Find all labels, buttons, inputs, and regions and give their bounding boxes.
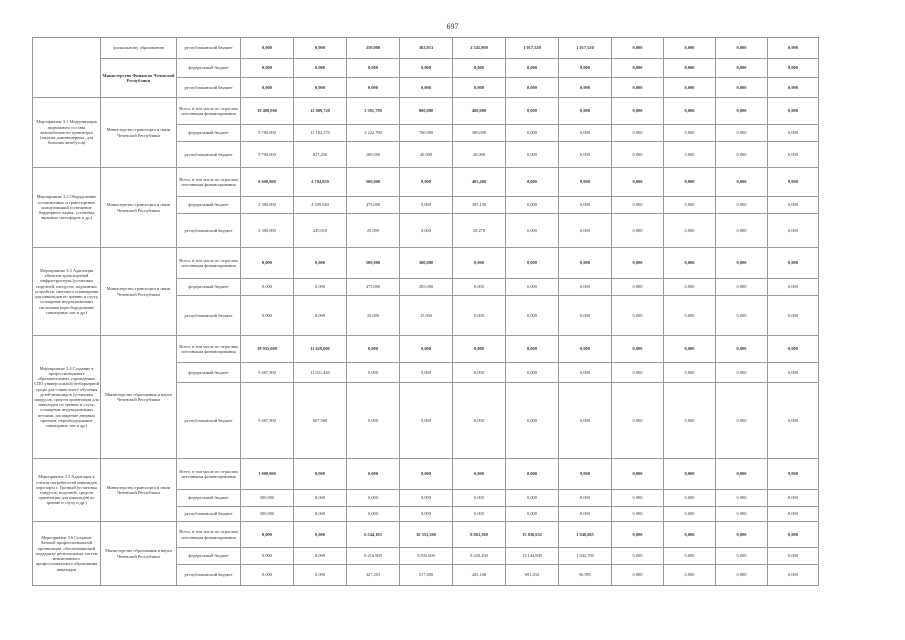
executor-cell: Министерство Финансов Чеченской Республики bbox=[101, 59, 177, 98]
funding-source-cell: Всего, в том числе по отраслям источникам финансирования bbox=[177, 522, 241, 548]
value-cell: 0,000 bbox=[294, 248, 347, 279]
value-cell: 0,000 bbox=[612, 98, 664, 125]
value-cell: 0,000 bbox=[241, 565, 294, 586]
value-cell: 0,000 bbox=[400, 59, 453, 78]
value-cell: 1 017,520 bbox=[559, 38, 612, 59]
funding-source-cell: республиканский бюджет bbox=[177, 78, 241, 98]
funding-source-cell: федеральный бюджет bbox=[177, 59, 241, 78]
measure-name-cell: Мероприятие 3.3 Адаптация объектов транспортной инфраструктуры (установка поручней, пандусов, подъемных устройств, светового оповещения для инвалидов по зрению и слуху, оснащение индукционными системами переоборудование санитарных зон и др.) bbox=[33, 248, 101, 336]
table-row bbox=[33, 248, 819, 279]
value-cell: 96,985 bbox=[559, 565, 612, 586]
value-cell: 0,000 bbox=[768, 248, 819, 279]
value-cell: 0,000 bbox=[768, 565, 819, 586]
value-cell: 302,013 bbox=[400, 38, 453, 59]
value-cell: 0,000 bbox=[559, 363, 612, 383]
value-cell: 6 216,900 bbox=[347, 548, 400, 565]
value-cell: 0,000 bbox=[768, 363, 819, 383]
value-cell: 0,000 bbox=[400, 78, 453, 98]
value-cell: 0,000 bbox=[612, 459, 664, 490]
value-cell: 9 700,000 bbox=[241, 142, 294, 168]
executor-cell: Министерство транспорта и связи Чеченской Республики bbox=[101, 98, 177, 168]
value-cell: 0,000 bbox=[506, 383, 559, 459]
executor-cell: дошкольному образованию bbox=[101, 38, 177, 59]
table-row bbox=[33, 459, 819, 490]
funding-source-cell: Всего, в том числе по отраслям источникам финансирования bbox=[177, 168, 241, 197]
value-cell: 0,000 bbox=[400, 197, 453, 214]
value-cell: 0,000 bbox=[612, 248, 664, 279]
value-cell: 0,000 bbox=[241, 78, 294, 98]
value-cell: 0,000 bbox=[716, 78, 768, 98]
value-cell: 0,000 bbox=[664, 248, 716, 279]
value-cell: 0,000 bbox=[612, 490, 664, 507]
value-cell: 0,000 bbox=[716, 125, 768, 142]
value-cell: 0,000 bbox=[400, 336, 453, 363]
value-cell: 8 863,368 bbox=[453, 522, 506, 548]
value-cell: 0,000 bbox=[716, 459, 768, 490]
value-cell: 15 836,632 bbox=[506, 522, 559, 548]
executor-cell: Министерство транспорта и связи Чеченской Республики bbox=[101, 459, 177, 522]
value-cell: 0,000 bbox=[506, 142, 559, 168]
funding-source-cell: республиканский бюджет bbox=[177, 214, 241, 248]
value-cell: 3 222,790 bbox=[347, 125, 400, 142]
value-cell: 760,000 bbox=[400, 125, 453, 142]
value-cell: 0,000 bbox=[768, 214, 819, 248]
value-cell: 0,000 bbox=[506, 98, 559, 125]
funding-source-cell: федеральный бюджет bbox=[177, 490, 241, 507]
measure-cell-empty bbox=[33, 38, 101, 98]
value-cell: 0,000 bbox=[400, 490, 453, 507]
value-cell: 0,000 bbox=[716, 38, 768, 59]
executor-cell: Министерство транспорта и связи Чеченской Республики bbox=[101, 248, 177, 336]
value-cell: 0,000 bbox=[559, 98, 612, 125]
value-cell: 0,000 bbox=[768, 490, 819, 507]
value-cell: 0,000 bbox=[506, 248, 559, 279]
value-cell: 0,000 bbox=[453, 336, 506, 363]
value-cell: 285,000 bbox=[400, 279, 453, 296]
value-cell: 517,680 bbox=[400, 565, 453, 586]
value-cell: 0,000 bbox=[294, 490, 347, 507]
value-cell: 0,000 bbox=[400, 168, 453, 197]
funding-source-cell: федеральный бюджет bbox=[177, 548, 241, 565]
value-cell: 0,000 bbox=[716, 383, 768, 459]
value-cell: 0,000 bbox=[506, 214, 559, 248]
value-cell: 0,000 bbox=[664, 78, 716, 98]
value-cell: 0,000 bbox=[506, 279, 559, 296]
value-cell: 1 940,685 bbox=[559, 522, 612, 548]
value-cell: 0,000 bbox=[768, 279, 819, 296]
value-cell: 0,000 bbox=[506, 78, 559, 98]
value-cell: 250,000 bbox=[347, 38, 400, 59]
value-cell: 25,000 bbox=[347, 296, 400, 336]
value-cell: 0,000 bbox=[768, 548, 819, 565]
value-cell: 0,000 bbox=[612, 38, 664, 59]
funding-source-cell: республиканский бюджет bbox=[177, 383, 241, 459]
value-cell: 0,000 bbox=[559, 383, 612, 459]
value-cell: 0,000 bbox=[664, 548, 716, 565]
value-cell: 0,000 bbox=[294, 522, 347, 548]
value-cell: 0,000 bbox=[294, 279, 347, 296]
value-cell: 800,000 bbox=[400, 98, 453, 125]
funding-source-cell: республиканский бюджет bbox=[177, 38, 241, 59]
value-cell: 0,000 bbox=[716, 548, 768, 565]
value-cell: 0,000 bbox=[453, 459, 506, 490]
value-cell: 0,000 bbox=[453, 248, 506, 279]
value-cell: 11 629,000 bbox=[294, 336, 347, 363]
funding-source-cell: республиканский бюджет bbox=[177, 142, 241, 168]
table-row bbox=[33, 522, 819, 548]
value-cell: 0,000 bbox=[664, 197, 716, 214]
value-cell: 15,000 bbox=[400, 296, 453, 336]
value-cell: 20,000 bbox=[453, 142, 506, 168]
funding-source-cell: федеральный бюджет bbox=[177, 125, 241, 142]
value-cell: 0,000 bbox=[768, 459, 819, 490]
value-cell: 0,000 bbox=[559, 507, 612, 522]
value-cell: 0,000 bbox=[612, 125, 664, 142]
value-cell: 3 300,000 bbox=[241, 197, 294, 214]
value-cell: 0,000 bbox=[453, 59, 506, 78]
value-cell: 0,000 bbox=[716, 522, 768, 548]
table-row bbox=[33, 336, 819, 363]
value-cell: 245,810 bbox=[294, 214, 347, 248]
value-cell: 0,000 bbox=[453, 279, 506, 296]
value-cell: 0,000 bbox=[294, 78, 347, 98]
value-cell: 500,000 bbox=[241, 490, 294, 507]
value-cell: 0,000 bbox=[506, 125, 559, 142]
value-cell: 0,000 bbox=[664, 38, 716, 59]
value-cell: 400,000 bbox=[453, 98, 506, 125]
value-cell: 9 700,000 bbox=[241, 125, 294, 142]
value-cell: 1 017,520 bbox=[506, 38, 559, 59]
value-cell: 40,000 bbox=[400, 142, 453, 168]
funding-source-cell: Всего, в том числе по отраслям источникам финансирования bbox=[177, 459, 241, 490]
value-cell: 0,000 bbox=[612, 363, 664, 383]
value-cell: 0,000 bbox=[664, 383, 716, 459]
value-cell: 0,000 bbox=[664, 565, 716, 586]
value-cell: 0,000 bbox=[768, 125, 819, 142]
funding-source-cell: федеральный бюджет bbox=[177, 363, 241, 383]
value-cell: 0,000 bbox=[347, 78, 400, 98]
value-cell: 0,000 bbox=[664, 125, 716, 142]
measure-name-cell: Мероприятие 3.6 Создание базовой профессиональной организации, обеспечивающей поддержку региональных систем инклюзивного профессионального образования инвалидов bbox=[33, 522, 101, 586]
value-cell: 0,000 bbox=[716, 279, 768, 296]
value-cell: 0,000 bbox=[768, 98, 819, 125]
value-cell: 0,000 bbox=[716, 296, 768, 336]
value-cell: 0,000 bbox=[294, 548, 347, 565]
value-cell: 0,000 bbox=[664, 490, 716, 507]
value-cell: 0,000 bbox=[453, 78, 506, 98]
budget-table bbox=[32, 37, 819, 586]
value-cell: 0,000 bbox=[347, 490, 400, 507]
value-cell: 1 843,700 bbox=[559, 548, 612, 565]
value-cell: 0,000 bbox=[506, 490, 559, 507]
value-cell: 0,000 bbox=[400, 459, 453, 490]
value-cell: 0,000 bbox=[664, 336, 716, 363]
value-cell: 0,000 bbox=[664, 507, 716, 522]
value-cell: 0,000 bbox=[664, 214, 716, 248]
value-cell: 0,000 bbox=[768, 507, 819, 522]
measure-name-cell: Мероприятие 3.1 Модернизация подвижного состава автомобильного транспорта (закупка длинномерных, для больших автобусов) bbox=[33, 98, 101, 168]
value-cell: 0,000 bbox=[612, 59, 664, 78]
value-cell: 0,000 bbox=[664, 522, 716, 548]
value-cell: 0,000 bbox=[612, 507, 664, 522]
value-cell: 0,000 bbox=[506, 168, 559, 197]
table-row bbox=[33, 38, 819, 59]
value-cell: 19 400,000 bbox=[241, 98, 294, 125]
value-cell: 0,000 bbox=[664, 59, 716, 78]
funding-source-cell: республиканский бюджет bbox=[177, 296, 241, 336]
value-cell: 0,000 bbox=[241, 248, 294, 279]
funding-source-cell: федеральный бюджет bbox=[177, 197, 241, 214]
value-cell: 0,000 bbox=[664, 296, 716, 336]
value-cell: 25,000 bbox=[347, 214, 400, 248]
value-cell: 0,000 bbox=[716, 248, 768, 279]
value-cell: 0,000 bbox=[559, 279, 612, 296]
value-cell: 0,000 bbox=[453, 363, 506, 383]
value-cell: 0,000 bbox=[400, 214, 453, 248]
value-cell: 0,000 bbox=[716, 59, 768, 78]
value-cell: 0,000 bbox=[612, 78, 664, 98]
value-cell: 0,000 bbox=[400, 363, 453, 383]
value-cell: 0,000 bbox=[347, 383, 400, 459]
value-cell: 0,000 bbox=[559, 125, 612, 142]
value-cell: 10 353,300 bbox=[400, 522, 453, 548]
value-cell: 0,000 bbox=[241, 548, 294, 565]
value-cell: 0,000 bbox=[664, 98, 716, 125]
value-cell: 0,000 bbox=[506, 296, 559, 336]
value-cell: 0,000 bbox=[768, 197, 819, 214]
value-cell: 11 021,440 bbox=[294, 363, 347, 383]
value-cell: 0,000 bbox=[241, 522, 294, 548]
value-cell: 0,000 bbox=[612, 336, 664, 363]
value-cell: 0,000 bbox=[294, 296, 347, 336]
value-cell: 1 000,000 bbox=[241, 459, 294, 490]
value-cell: 0,000 bbox=[506, 363, 559, 383]
value-cell: 0,000 bbox=[612, 296, 664, 336]
value-cell: 0,000 bbox=[347, 363, 400, 383]
value-cell: 0,000 bbox=[347, 59, 400, 78]
value-cell: 0,000 bbox=[559, 78, 612, 98]
value-cell: 0,000 bbox=[506, 336, 559, 363]
value-cell: 0,000 bbox=[506, 59, 559, 78]
value-cell: 500,000 bbox=[241, 507, 294, 522]
value-cell: 0,000 bbox=[453, 383, 506, 459]
value-cell: 0,000 bbox=[400, 383, 453, 459]
value-cell: 0,000 bbox=[559, 168, 612, 197]
value-cell: 827,450 bbox=[294, 142, 347, 168]
funding-source-cell: Всего, в том числе по отраслям источникам финансирования bbox=[177, 248, 241, 279]
value-cell: 0,000 bbox=[453, 296, 506, 336]
value-cell: 0,000 bbox=[559, 142, 612, 168]
measure-name-cell: Мероприятие 3.5 Адаптация к учетом потребностей инвалидов аэропорта г. Грозный (установка гандусов, поручней, средств ориентации для инвалидов по зрению и слуху и др.) bbox=[33, 459, 101, 522]
measure-name-cell: Мероприятие 3.4 Создание в профессиональных образовательных учреждениях СПО универсальной безбарьерной среды для совместного обучения детей-инвалидов (установка пандусов, средств ориентации для инвалидов по зрению и слуху, оснащение индукционными петлями, расширение дверных проемов, переоборудование санитарных зон и др.) bbox=[33, 336, 101, 459]
value-cell: 0,000 bbox=[768, 38, 819, 59]
value-cell: 0,000 bbox=[241, 279, 294, 296]
table-row bbox=[33, 98, 819, 125]
measure-name-cell: Мероприятие 3.2 Оборудование остановочных и транспортных коммуникаций (освещение бордюрного камня, установка звуковых светофоров и др.) bbox=[33, 168, 101, 248]
value-cell: 0,000 bbox=[559, 296, 612, 336]
value-cell: 169,590 bbox=[347, 142, 400, 168]
value-cell: 0,000 bbox=[294, 38, 347, 59]
value-cell: 6 600,000 bbox=[241, 168, 294, 197]
value-cell: 0,000 bbox=[716, 197, 768, 214]
value-cell: 0,000 bbox=[612, 522, 664, 548]
value-cell: 0,000 bbox=[294, 59, 347, 78]
value-cell: 20,270 bbox=[453, 214, 506, 248]
value-cell: 0,000 bbox=[294, 565, 347, 586]
value-cell: 0,000 bbox=[612, 548, 664, 565]
value-cell: 11 182,270 bbox=[294, 125, 347, 142]
value-cell: 0,000 bbox=[716, 565, 768, 586]
value-cell: 0,000 bbox=[400, 507, 453, 522]
value-cell: 0,000 bbox=[664, 168, 716, 197]
value-cell: 0,000 bbox=[559, 490, 612, 507]
table-row bbox=[33, 168, 819, 197]
value-cell: 0,000 bbox=[612, 197, 664, 214]
value-cell: 0,000 bbox=[506, 197, 559, 214]
value-cell: 0,000 bbox=[559, 459, 612, 490]
value-cell: 0,000 bbox=[559, 248, 612, 279]
value-cell: 9 467,500 bbox=[241, 363, 294, 383]
value-cell: 0,000 bbox=[559, 197, 612, 214]
value-cell: 0,000 bbox=[612, 214, 664, 248]
value-cell: 691,832 bbox=[506, 565, 559, 586]
value-cell: 8 420,200 bbox=[453, 548, 506, 565]
value-cell: 0,000 bbox=[612, 142, 664, 168]
value-cell: 0,000 bbox=[453, 490, 506, 507]
value-cell: 475,000 bbox=[347, 197, 400, 214]
value-cell: 475,000 bbox=[347, 279, 400, 296]
value-cell: 0,000 bbox=[612, 565, 664, 586]
value-cell: 0,000 bbox=[559, 59, 612, 78]
value-cell: 9 467,500 bbox=[241, 383, 294, 459]
value-cell: 500,000 bbox=[347, 168, 400, 197]
value-cell: 3 300,000 bbox=[241, 214, 294, 248]
value-cell: 0,000 bbox=[241, 59, 294, 78]
value-cell: 385,130 bbox=[453, 197, 506, 214]
value-cell: 0,000 bbox=[716, 214, 768, 248]
value-cell: 300,000 bbox=[400, 248, 453, 279]
funding-source-cell: Всего, в том числе по отраслям источникам финансирования bbox=[177, 98, 241, 125]
funding-source-cell: федеральный бюджет bbox=[177, 279, 241, 296]
value-cell: 0,000 bbox=[453, 507, 506, 522]
executor-cell: Министерство образования и науки Чеченской Республики bbox=[101, 522, 177, 586]
value-cell: 0,000 bbox=[612, 168, 664, 197]
value-cell: 0,000 bbox=[347, 459, 400, 490]
value-cell: 0,000 bbox=[664, 363, 716, 383]
value-cell: 0,000 bbox=[716, 363, 768, 383]
value-cell: 0,000 bbox=[612, 383, 664, 459]
value-cell: 0,000 bbox=[768, 142, 819, 168]
value-cell: 0,000 bbox=[768, 168, 819, 197]
value-cell: 0,000 bbox=[664, 459, 716, 490]
value-cell: 0,000 bbox=[294, 507, 347, 522]
value-cell: 0,000 bbox=[241, 296, 294, 336]
value-cell: 0,000 bbox=[347, 507, 400, 522]
value-cell: 0,000 bbox=[768, 296, 819, 336]
executor-cell: Министерство образования и науки Чеченской Республики bbox=[101, 336, 177, 459]
value-cell: 0,000 bbox=[716, 507, 768, 522]
value-cell: 0,000 bbox=[768, 336, 819, 363]
value-cell: 0,000 bbox=[664, 279, 716, 296]
value-cell: 0,000 bbox=[716, 142, 768, 168]
value-cell: 15 144,800 bbox=[506, 548, 559, 565]
value-cell: 2 545,800 bbox=[453, 38, 506, 59]
value-cell: 18 935,000 bbox=[241, 336, 294, 363]
value-cell: 6 544,103 bbox=[347, 522, 400, 548]
value-cell: 4 459,040 bbox=[294, 197, 347, 214]
executor-cell: Министерство транспорта и связи Чеченской Республики bbox=[101, 168, 177, 248]
value-cell: 0,000 bbox=[768, 78, 819, 98]
value-cell: 500,000 bbox=[347, 248, 400, 279]
funding-source-cell: республиканский бюджет bbox=[177, 565, 241, 586]
value-cell: 405,400 bbox=[453, 168, 506, 197]
value-cell: 0,000 bbox=[347, 336, 400, 363]
value-cell: 0,000 bbox=[716, 98, 768, 125]
value-cell: 0,000 bbox=[294, 459, 347, 490]
value-cell: 3 391,790 bbox=[347, 98, 400, 125]
value-cell: 0,000 bbox=[506, 507, 559, 522]
value-cell: 0,000 bbox=[768, 383, 819, 459]
value-cell: 0,000 bbox=[612, 279, 664, 296]
value-cell: 12 009,720 bbox=[294, 98, 347, 125]
value-cell: 443,168 bbox=[453, 565, 506, 586]
funding-source-cell: республиканский бюджет bbox=[177, 507, 241, 522]
value-cell: 0,000 bbox=[716, 168, 768, 197]
value-cell: 0,000 bbox=[241, 38, 294, 59]
value-cell: 0,000 bbox=[768, 522, 819, 548]
value-cell: 0,000 bbox=[559, 214, 612, 248]
value-cell: 0,000 bbox=[559, 336, 612, 363]
funding-source-cell: Всего, в том числе по отраслям источникам финансирования bbox=[177, 336, 241, 363]
value-cell: 380,000 bbox=[453, 125, 506, 142]
value-cell: 607,560 bbox=[294, 383, 347, 459]
value-cell: 0,000 bbox=[768, 59, 819, 78]
value-cell: 9 835,600 bbox=[400, 548, 453, 565]
value-cell: 4 704,850 bbox=[294, 168, 347, 197]
value-cell: 0,000 bbox=[716, 490, 768, 507]
value-cell: 327,203 bbox=[347, 565, 400, 586]
value-cell: 0,000 bbox=[506, 459, 559, 490]
table-row bbox=[33, 59, 819, 78]
value-cell: 0,000 bbox=[716, 336, 768, 363]
value-cell: 0,000 bbox=[664, 142, 716, 168]
page-number: 697 bbox=[446, 22, 459, 31]
